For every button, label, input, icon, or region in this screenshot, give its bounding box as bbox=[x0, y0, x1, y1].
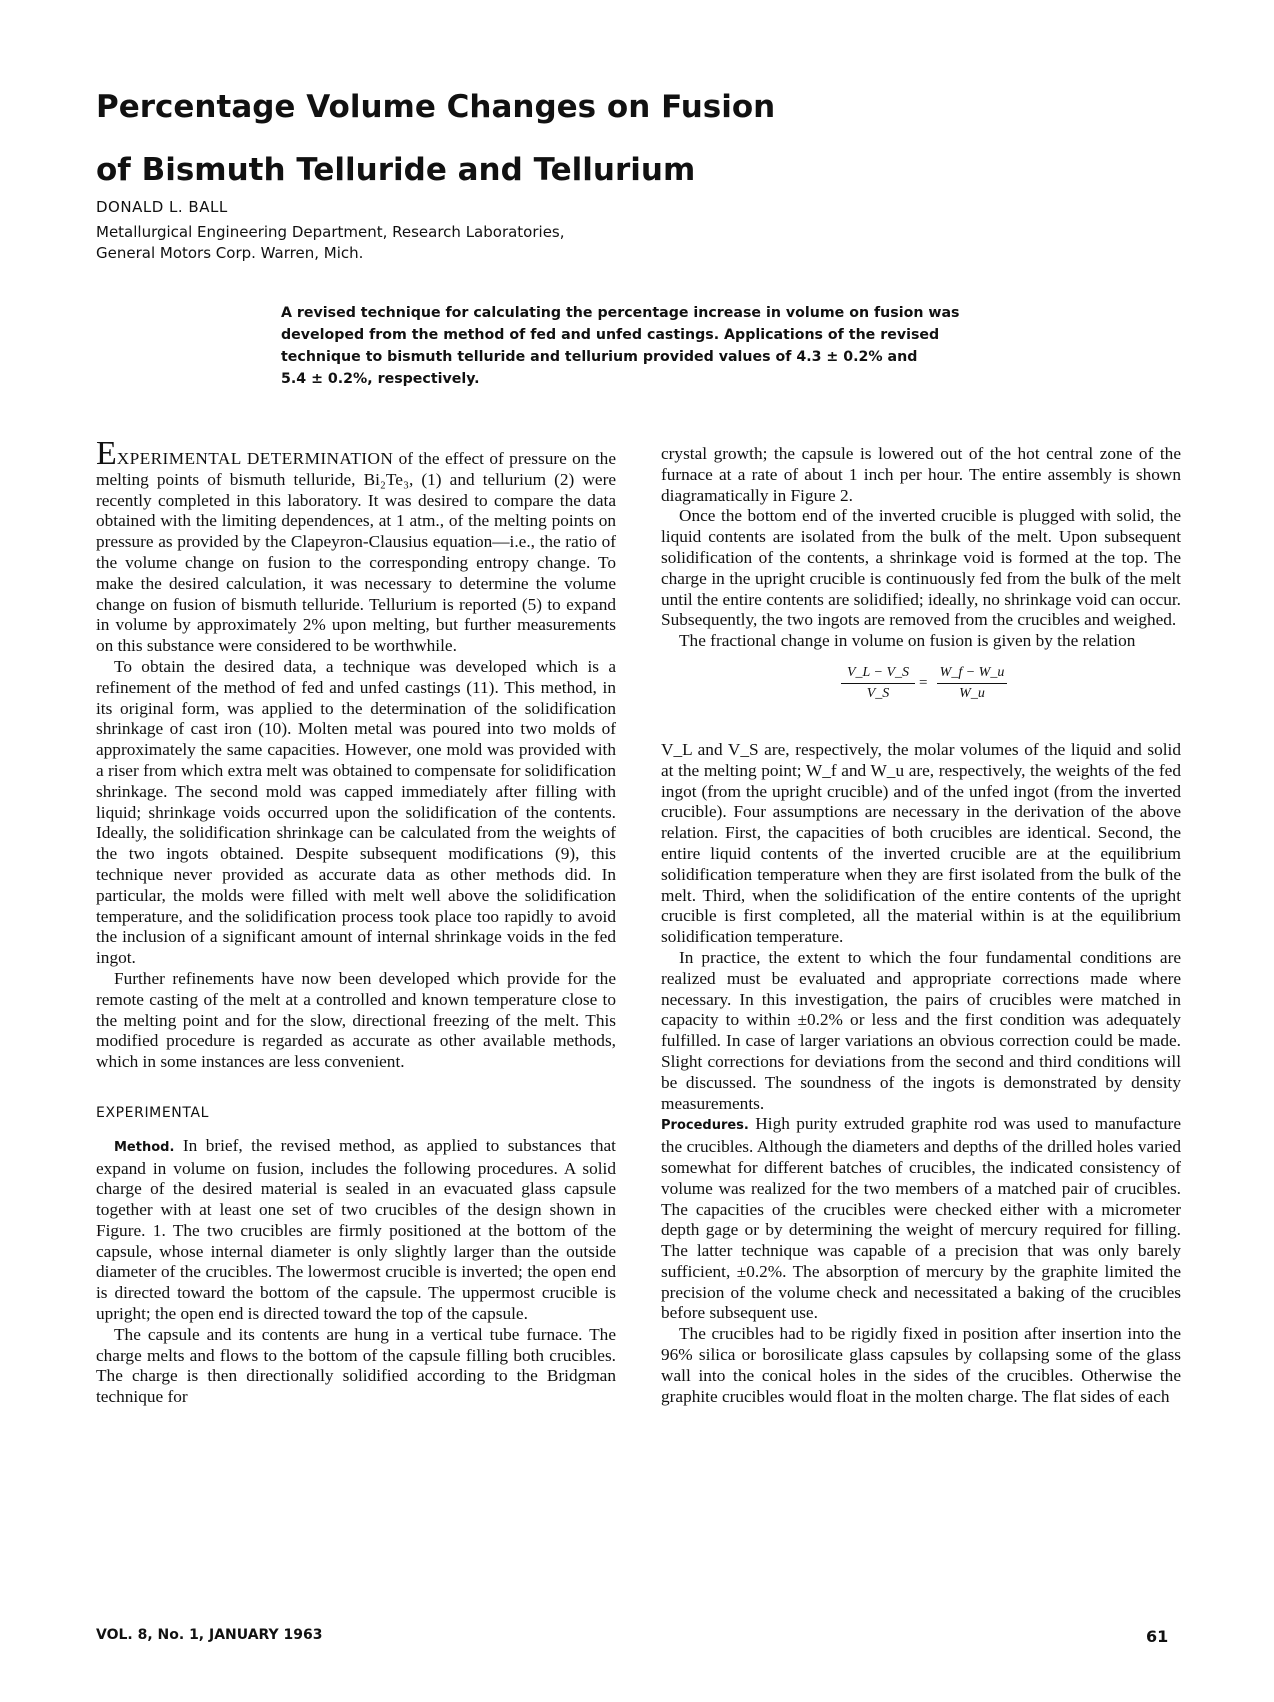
author-affiliation bbox=[96, 222, 565, 264]
equation-left-numerator: V_L − V_S bbox=[841, 664, 915, 684]
paragraph-procedures bbox=[661, 1114, 1181, 1324]
intro-paragraph bbox=[96, 435, 616, 657]
footer-page-number: 61 bbox=[1146, 1627, 1169, 1646]
paragraph-relation-intro: The fractional change in volume on fusion is given by the relation bbox=[679, 631, 1136, 651]
left-column bbox=[96, 435, 616, 1408]
drop-cap: E bbox=[96, 435, 117, 472]
procedures-run-in-heading: Procedures. bbox=[661, 1118, 749, 1134]
affiliation-line-1: Metallurgical Engineering Department, Research Laboratories, bbox=[96, 223, 565, 241]
paragraph-fed-unfed: To obtain the desired data, a technique was developed which is a refinement of the method of fed and unfed castings (11). This method, in its original form, was applied to the determination of the solidification shrinkage of cast iron (10). Molten metal was poured into two molds of approximately the same capacities. However, one mold was provided with a riser from which extra melt was obtained to compensate for solidification shrinkage. The second mold was capped immediately after filling with liquid; shrinkage voids occurred upon the solidification of the contents. Ideally, the solidification shrinkage can be calculated from the weights of the two ingots obtained. Despite subsequent modifications (9), this technique never provided as accurate data as other methods did. In particular, the molds were filled with melt well above the solidification temperature, and the solidification process took place too rapidly to avoid the inclusion of a significant amount of internal shrinkage voids in the fed ingot. bbox=[96, 656, 616, 968]
paragraph-inverted-crucible: Once the bottom end of the inverted crucible is plugged with solid, the liquid contents are isolated from the bulk of the melt. Upon subsequent solidification of the contents, a shrinkage void is formed at the top. The charge in the upright crucible is continuously fed from the bulk of the melt until the entire contents are solidified; ideally, no shrinkage void can occur. Subsequently, the two ingots are removed from the crucibles and weighed. bbox=[661, 506, 1181, 630]
paragraph-assumptions: V_L and V_S are, respectively, the molar volumes of the liquid and solid at the melting point; W_f and W_u are, respectively, the weights of the fed ingot (from the upright crucible) and of the unfed ingot (from the inverted crucible). Four assumptions are necessary in the derivation of the above relation. First, the capacities of both crucibles are identical. Second, the entire liquid contents of the inverted crucible are at the equilibrium solidification temperature when they are first isolated from the bulk of the melt. Third, when the solidification of the entire contents of the upright crucible is first completed, all the material within is at the equilibrium solidification temperature. bbox=[661, 739, 1181, 947]
paragraph-crucibles-fixed: The crucibles had to be rigidly fixed in position after insertion into the 96% silica or borosilicate glass capsules by collapsing some of the glass wall into the conical holes in the sides of the crucibles. Otherwise the graphite crucibles would float in the molten charge. The flat sides of each bbox=[661, 1324, 1181, 1406]
method-text: In brief, the revised method, as applied to substances that expand in volume on fusion, includes the following procedures. A solid charge of the desired material is sealed in an evacuated glass capsule together with at least one set of two crucibles of the design shown in Figure. 1. The two crucibles are firmly positioned at the bottom of the capsule, whose internal diameter is only slightly larger than the outside diameter of the crucibles. The lowermost crucible is inverted; the open end is directed toward the bottom of the capsule. The uppermost crucible is upright; the open end is directed toward the top of the capsule. bbox=[96, 1135, 616, 1324]
intro-small-caps: XPERIMENTAL DETERMINATION bbox=[116, 449, 394, 468]
procedures-text: High purity extruded graphite rod was used to manufacture the crucibles. Although the diameters and depths of the drilled holes varied somewhat for different batches of crucibles, the indicated consistency of volume was realized for the two members of a matched pair of crucibles. The capacities of the crucibles were checked either with a micrometer depth gage or by determining the weight of mercury required for filling. The latter technique was capable of a precision that was only barely sufficient, ±0.2%. The absorption of mercury by the graphite limited the precision of the volume check and necessitated a baking of the crucibles before subsequent use. bbox=[661, 1114, 1181, 1323]
equation-left-fraction bbox=[841, 664, 915, 703]
section-heading-experimental: EXPERIMENTAL bbox=[96, 1104, 210, 1121]
volume-change-equation bbox=[661, 658, 1181, 732]
author-name: DONALD L. BALL bbox=[96, 198, 228, 216]
abstract-line-1: A revised technique for calculating the percentage increase in volume on fusion was bbox=[281, 305, 960, 321]
intro-text: of the effect of pressure on the melting points of bismuth telluride, Bi₂Te₃, (1) and tellurium (2) were recently completed in this laboratory. It was desired to compare the data obtained with the limiting dependences, at 1 atm., of the melting points on pressure as provided by the Clapeyron-Clausius equation—i.e., the ratio of the volume change on fusion to the corresponding entropy change. To make the desired calculation, it was necessary to determine the volume change on fusion of bismuth telluride. Tellurium is reported (5) to expand in volume by approximately 2% upon melting, but further measurements on this substance were considered to be worthwhile. bbox=[96, 449, 616, 656]
equation-right-fraction bbox=[937, 664, 1007, 703]
paragraph-crystal-growth: crystal growth; the capsule is lowered out of the hot central zone of the furnace at a rate of about 1 inch per hour. The entire assembly is shown diagramatically in Figure 2. bbox=[661, 444, 1181, 505]
method-run-in-heading: Method. bbox=[114, 1139, 175, 1155]
abstract-line-3: technique to bismuth telluride and tellurium provided values of 4.3 ± 0.2% and bbox=[281, 349, 918, 365]
equation-left-denominator: V_S bbox=[866, 685, 890, 701]
affiliation-line-2: General Motors Corp. Warren, Mich. bbox=[96, 244, 364, 262]
title-line-2: of Bismuth Telluride and Tellurium bbox=[96, 152, 696, 188]
equation-equals-sign: = bbox=[919, 674, 928, 691]
paragraph-method bbox=[96, 1136, 616, 1325]
right-column bbox=[661, 444, 1181, 1407]
paragraph-capsule: The capsule and its contents are hung in a vertical tube furnace. The charge melts and flows to the bottom of the capsule filling both crucibles. The charge is then directionally solidified according to the Bridgman technique for bbox=[96, 1324, 616, 1407]
paragraph-in-practice: In practice, the extent to which the four fundamental conditions are realized must be evaluated and appropriate corrections made where necessary. In this investigation, the pairs of crucibles were matched in capacity to within ±0.2% or less and the first condition was adequately fulfilled. In case of larger variations an obvious correction could be made. Slight corrections for deviations from the second and third conditions will be discussed. The soundness of the ingots is demonstrated by density measurements. bbox=[661, 947, 1181, 1113]
equation-right-denominator: W_u bbox=[959, 685, 985, 701]
title-line-1: Percentage Volume Changes on Fusion bbox=[96, 89, 776, 125]
equation-right-numerator: W_f − W_u bbox=[937, 664, 1007, 684]
footer-journal-info: VOL. 8, No. 1, JANUARY 1963 bbox=[96, 1627, 323, 1643]
abstract bbox=[281, 302, 995, 390]
paragraph-refinements: Further refinements have now been developed which provide for the remote casting of the melt at a controlled and known temperature close to the melting point and for the slow, directional freezing of the melt. This modified procedure is regarded as accurate as other available methods, which in some instances are less convenient. bbox=[96, 968, 616, 1072]
paper-title bbox=[96, 76, 1096, 202]
abstract-line-4: 5.4 ± 0.2%, respectively. bbox=[281, 371, 480, 387]
abstract-line-2: developed from the method of fed and unfed castings. Applications of the revised bbox=[281, 327, 940, 343]
